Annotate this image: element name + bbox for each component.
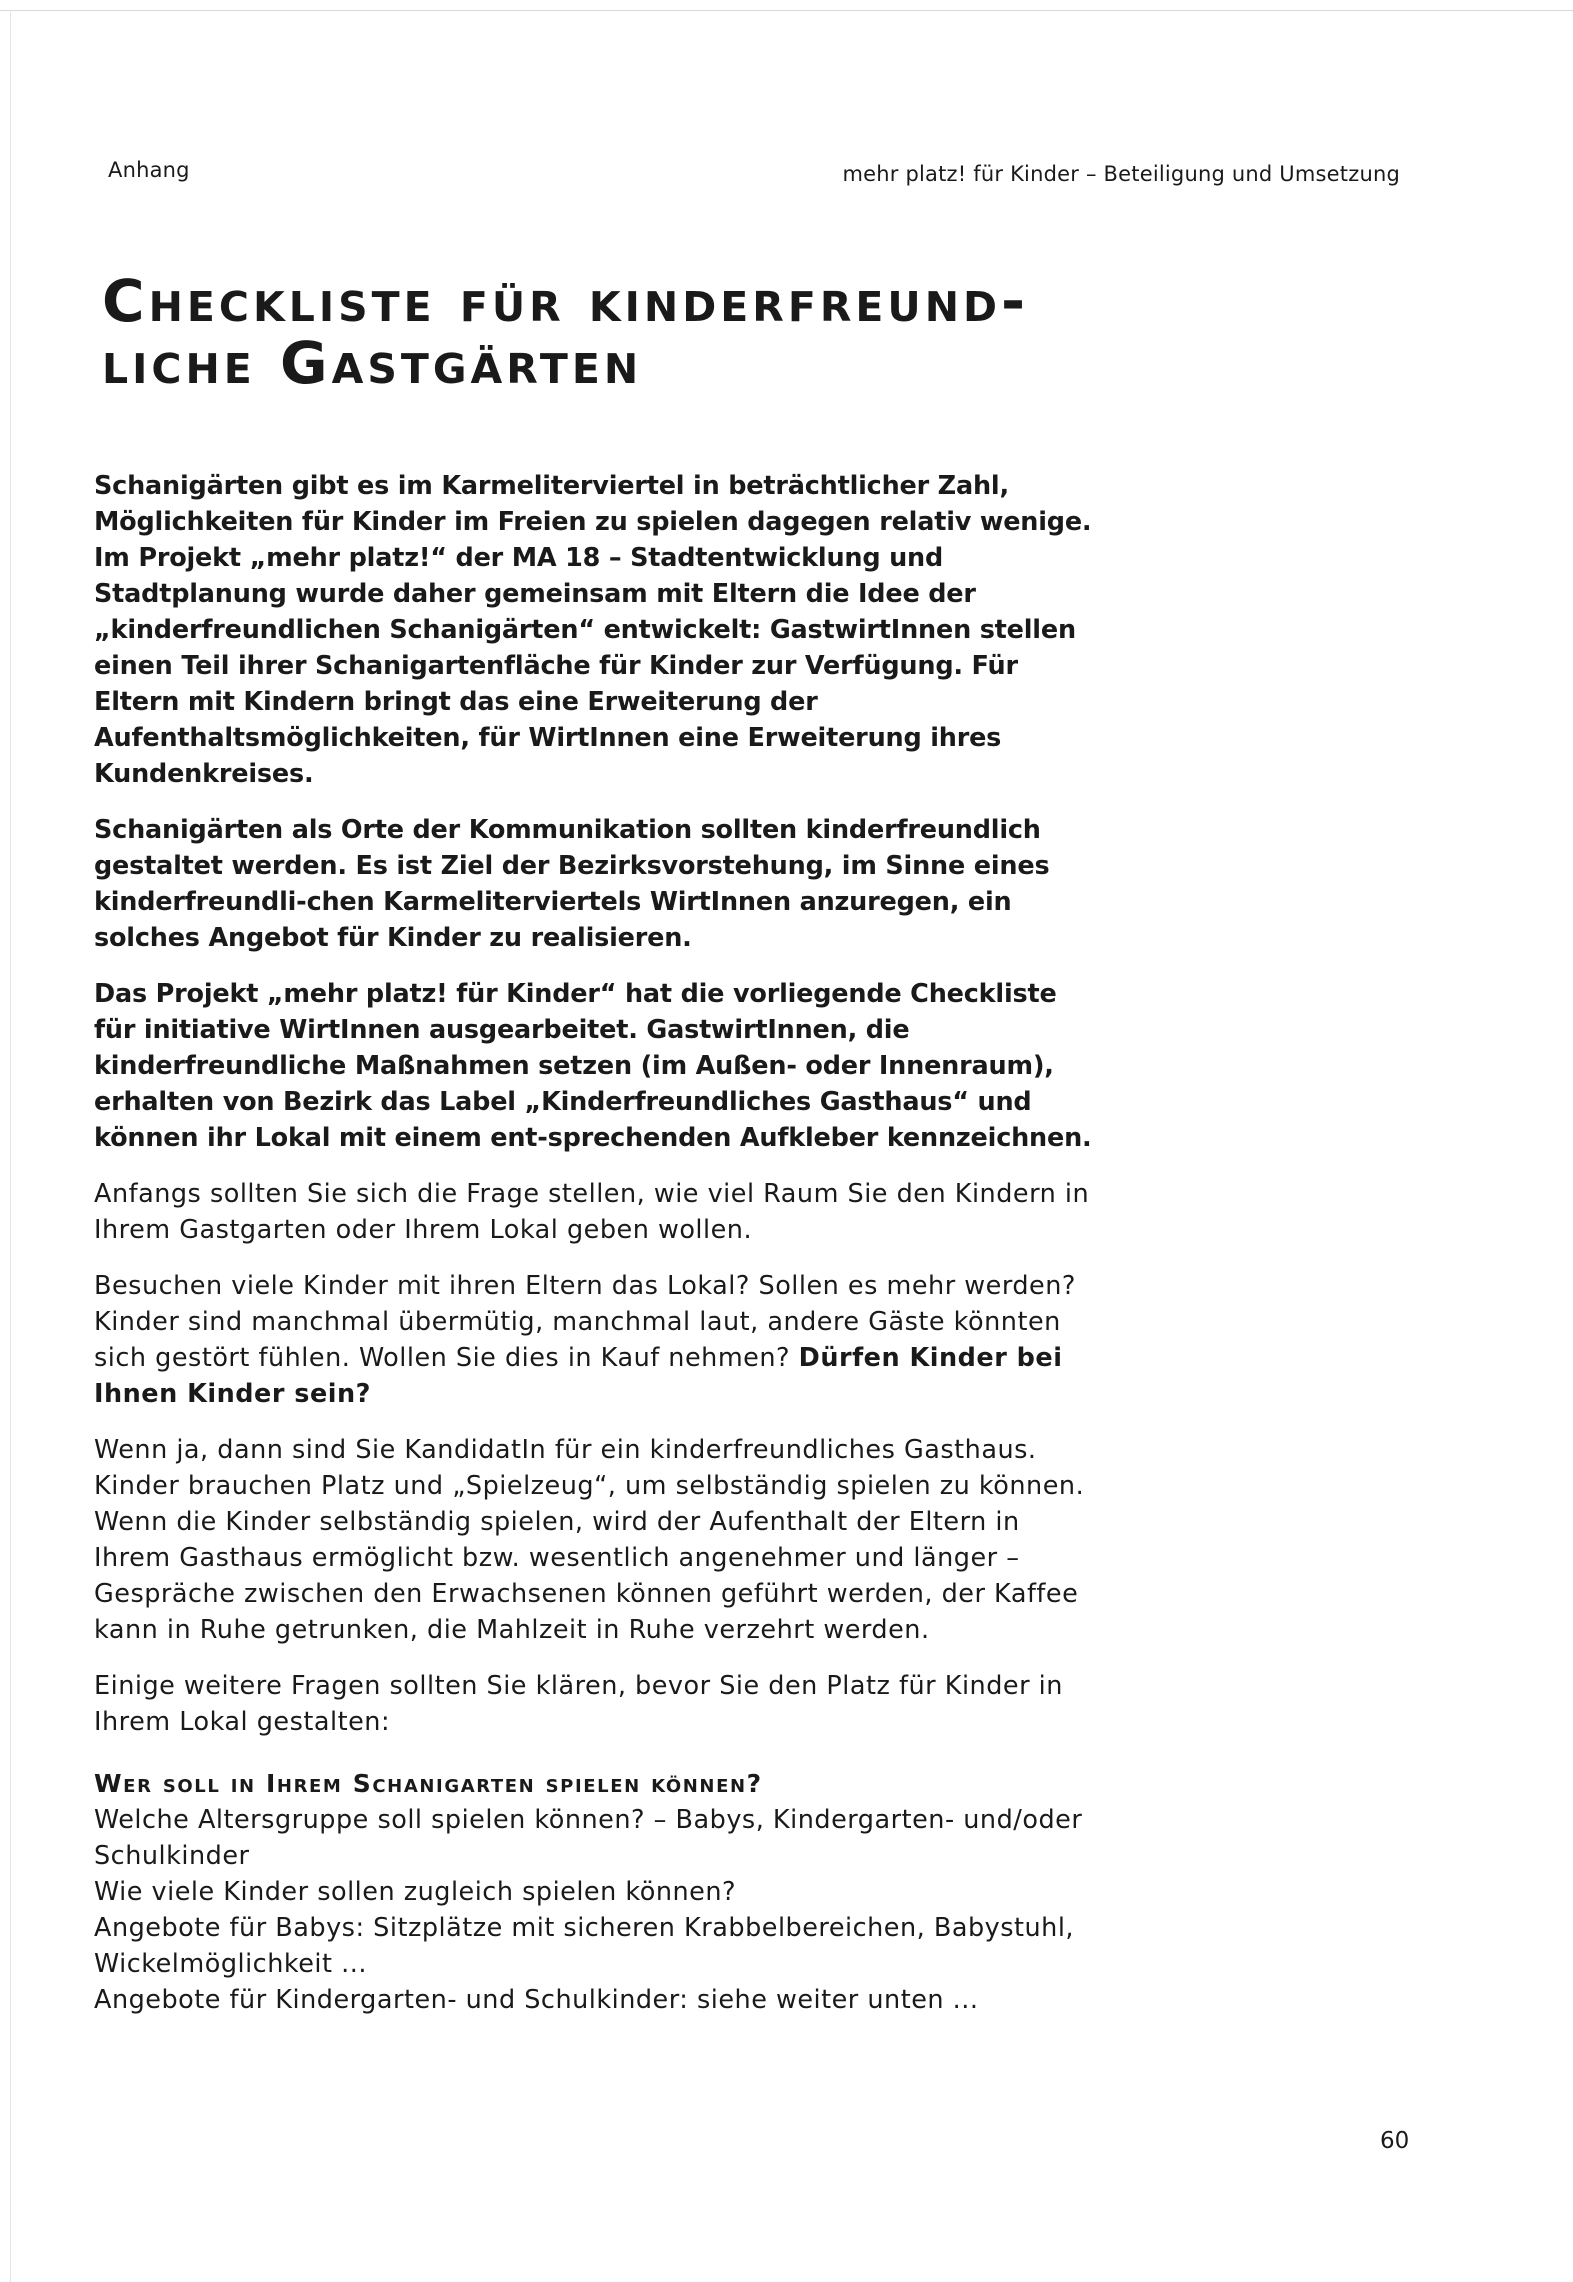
main-content <box>94 468 1094 2018</box>
intro-paragraph-3: Das Projekt „mehr platz! für Kinder“ hat die vorliegende Checkliste für initiative WirtInnen ausgearbeitet. GastwirtInnen, die kinderfreundliche Maßnahmen setzen (im Außen- oder Innenraum), erhalten von Bezirk das Label „Kinderfreundliches Gasthaus“ und können ihr Lokal mit einem ent-sprechenden Aufkleber kennzeichnen. <box>94 979 1092 1153</box>
intro-paragraph-1: Schanigärten gibt es im Karmeliterviertel in beträchtlicher Zahl, Möglichkeiten für Kinder im Freien zu spielen dagegen relativ wenige. Im Projekt „mehr platz!“ der MA 18 – Stadtentwicklung und Stadtplanung wurde daher gemeinsam mit Eltern die Idee der „kinderfreundlichen Schanigärten“ entwickelt: GastwirtInnen stellen einen Teil ihrer Schanigartenfläche für Kinder zur Verfügung. Für Eltern mit Kindern bringt das eine Erweiterung der Aufenthaltsmöglichkeiten, für WirtInnen eine Erweiterung ihres Kundenkreises. <box>94 471 1092 789</box>
section-line-3: Angebote für Babys: Sitzplätze mit sicheren Krabbelbereichen, Babystuhl, Wickelmöglichkeit ... <box>94 1913 1075 1979</box>
page-number: 60 <box>1380 2128 1410 2154</box>
section-heading: Wer soll in Ihrem Schanigarten spielen können? <box>94 1769 763 1798</box>
running-header-section: Anhang <box>108 158 190 182</box>
section-line-2: Wie viele Kinder sollen zugleich spielen können? <box>94 1877 737 1907</box>
intro-paragraph-2: Schanigärten als Orte der Kommunikation sollten kinderfreundlich gestaltet werden. Es ist Ziel der Bezirksvorstehung, im Sinne eines kinderfreundli-chen Karmeliterviertels WirtInnen anzuregen, ein solches Angebot für Kinder zu realisieren. <box>94 815 1050 953</box>
body-paragraph-1: Anfangs sollten Sie sich die Frage stellen, wie viel Raum Sie den Kindern in Ihrem Gastgarten oder Ihrem Lokal geben wollen. <box>94 1179 1090 1245</box>
page-title: Checkliste für kinderfreund- liche Gastgärten <box>102 267 1030 397</box>
section-line-1: Welche Altersgruppe soll spielen können? – Babys, Kindergarten- und/oder Schulkinder <box>94 1805 1083 1871</box>
running-header-title: mehr platz! für Kinder – Beteiligung und Umsetzung <box>842 162 1400 186</box>
scan-top-rule <box>0 10 1573 11</box>
body-paragraph-3: Wenn ja, dann sind Sie KandidatIn für ein kinderfreundliches Gasthaus. Kinder brauchen Platz und „Spielzeug“, um selbständig spielen zu können. Wenn die Kinder selbständig spielen, wird der Aufenthalt der Eltern in Ihrem Gasthaus ermöglicht bzw. wesentlich angenehmer und länger – Gespräche zwischen den Erwachsenen können geführt werden, der Kaffee kann in Ruhe getrunken, die Mahlzeit in Ruhe verzehrt werden. <box>94 1435 1085 1645</box>
body-paragraph-2 <box>94 1268 1094 1412</box>
body-paragraph-4: Einige weitere Fragen sollten Sie klären, bevor Sie den Platz für Kinder in Ihrem Lokal gestalten: <box>94 1671 1063 1737</box>
body-paragraph-2-text: Besuchen viele Kinder mit ihren Eltern das Lokal? Sollen es mehr werden? Kinder sind manchmal übermütig, manchmal laut, andere Gäste könnten sich gestört fühlen. Wollen Sie dies in Kauf nehmen? <box>94 1271 1076 1373</box>
section-line-4: Angebote für Kindergarten- und Schulkinder: siehe weiter unten ... <box>94 1985 979 2015</box>
body-paragraph-2-emphasis: Dürfen Kinder bei Ihnen Kinder sein? <box>94 1343 1063 1409</box>
scan-left-rule <box>10 10 11 2282</box>
